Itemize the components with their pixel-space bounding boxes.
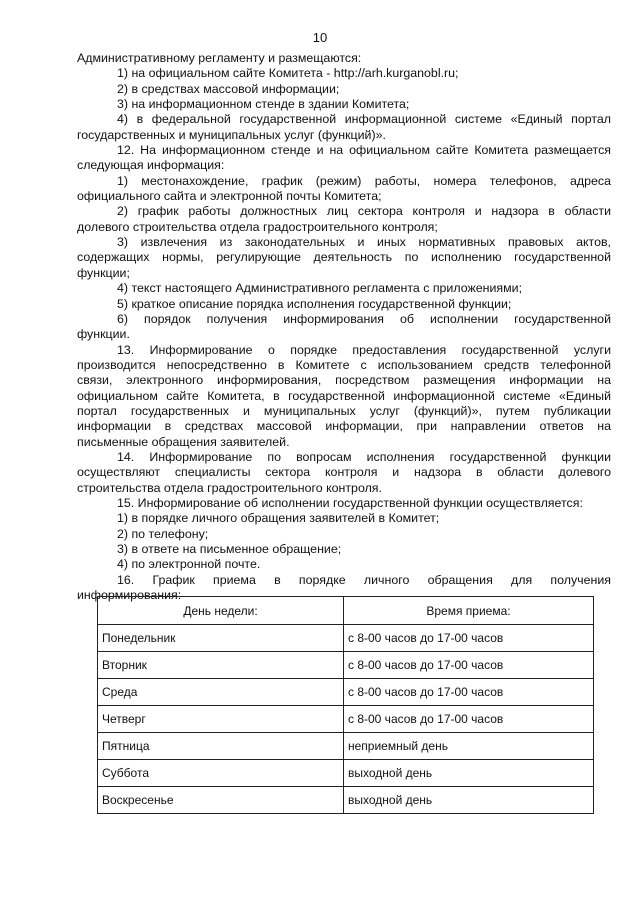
day-cell: Воскресенье xyxy=(98,787,344,814)
text-line: портал государственных и муниципальных услуг (функций)», путем публикации xyxy=(77,403,611,418)
text-line: 3) на информационном стенде в здании Комитета; xyxy=(117,97,410,112)
text-line: производится непосредственно в Комитете с использованием средств телефонной xyxy=(77,357,611,372)
table-row xyxy=(98,733,594,760)
text-line: 1) местонахождение, график (режим) работы, номера телефонов, адреса xyxy=(117,173,611,188)
table-row xyxy=(98,760,594,787)
text-line: 1) на официальном сайте Комитета - http://arh.kurganobl.ru; xyxy=(117,66,459,81)
text-line: 4) текст настоящего Административного регламента с приложениями; xyxy=(117,281,523,296)
schedule-table xyxy=(97,596,594,814)
time-cell: с 8-00 часов до 17-00 часов xyxy=(344,625,594,652)
text-line: официального сайта и электронной почты Комитета; xyxy=(77,189,382,204)
table-row xyxy=(98,706,594,733)
page-number: 10 xyxy=(312,30,328,45)
text-line: содержащих нормы, регулирующие деятельность по исполнению государственной xyxy=(77,250,611,265)
time-cell: неприемный день xyxy=(344,733,594,760)
day-cell: Вторник xyxy=(98,652,344,679)
day-cell: Понедельник xyxy=(98,625,344,652)
text-line: 3) извлечения из законодательных и иных нормативных правовых актов, xyxy=(117,235,611,250)
column-header-time: Время приема: xyxy=(344,597,594,625)
text-line: информации в средствах массовой информации, при направлении ответов на xyxy=(77,419,611,434)
text-line: информирования: xyxy=(77,588,182,603)
table-row xyxy=(98,652,594,679)
text-line: 14. Информирование по вопросам исполнения государственной функции xyxy=(117,449,611,464)
text-line: осуществляют специалисты сектора контроля и надзора в области долевого xyxy=(77,465,611,480)
time-cell: с 8-00 часов до 17-00 часов xyxy=(344,652,594,679)
day-cell: Среда xyxy=(98,679,344,706)
text-line: следующая информация: xyxy=(77,158,225,173)
text-line: 1) в порядке личного обращения заявителей в Комитет; xyxy=(117,511,440,526)
time-cell: выходной день xyxy=(344,760,594,787)
text-line: 12. На информационном стенде и на официальном сайте Комитета размещается xyxy=(117,143,611,158)
day-cell: Суббота xyxy=(98,760,344,787)
text-line: Административному регламенту и размещаются: xyxy=(77,51,362,65)
text-line: 6) порядок получения информирования об исполнении государственной xyxy=(117,311,611,326)
text-line: 5) краткое описание порядка исполнения государственной функции; xyxy=(117,296,512,311)
time-cell: с 8-00 часов до 17-00 часов xyxy=(344,679,594,706)
text-line: 2) график работы должностных лиц сектора контроля и надзора в области xyxy=(117,204,611,219)
text-line: государственных и муниципальных услуг (функций)». xyxy=(77,127,386,142)
text-line: 4) в федеральной государственной информационной системе «Единый портал xyxy=(117,112,611,127)
text-line: 13. Информирование о порядке предоставления государственной услуги xyxy=(117,342,611,357)
text-line: официальном сайте Комитета, в государственной информационной системе «Единый xyxy=(77,388,611,403)
text-line: 2) по телефону; xyxy=(117,526,209,541)
table-header-row xyxy=(98,597,594,625)
text-line: функции. xyxy=(77,327,130,342)
day-cell: Четверг xyxy=(98,706,344,733)
day-cell: Пятница xyxy=(98,733,344,760)
text-line: 3) в ответе на письменное обращение; xyxy=(117,542,342,556)
time-cell: выходной день xyxy=(344,787,594,814)
text-line: письменные обращения заявителей. xyxy=(77,434,290,449)
text-line: долевого строительства отдела градостроительного контроля; xyxy=(77,219,438,234)
time-cell: с 8-00 часов до 17-00 часов xyxy=(344,706,594,733)
body-text xyxy=(77,51,611,603)
text-line: 4) по электронной почте. xyxy=(117,557,261,572)
table-row xyxy=(98,625,594,652)
text-line: строительства отдела градостроительного контроля. xyxy=(77,480,382,495)
text-line: 15. Информирование об исполнении государственной функции осуществляется: xyxy=(117,495,583,510)
text-line: 16. График приема в порядке личного обращения для получения xyxy=(117,572,611,587)
table-row xyxy=(98,787,594,814)
column-header-day: День недели: xyxy=(98,597,344,625)
text-line: 2) в средствах массовой информации; xyxy=(117,81,340,96)
table-row xyxy=(98,679,594,706)
text-line: функции; xyxy=(77,265,130,280)
text-line: связи, электронного информирования, посредством размещения информации на xyxy=(77,373,611,388)
